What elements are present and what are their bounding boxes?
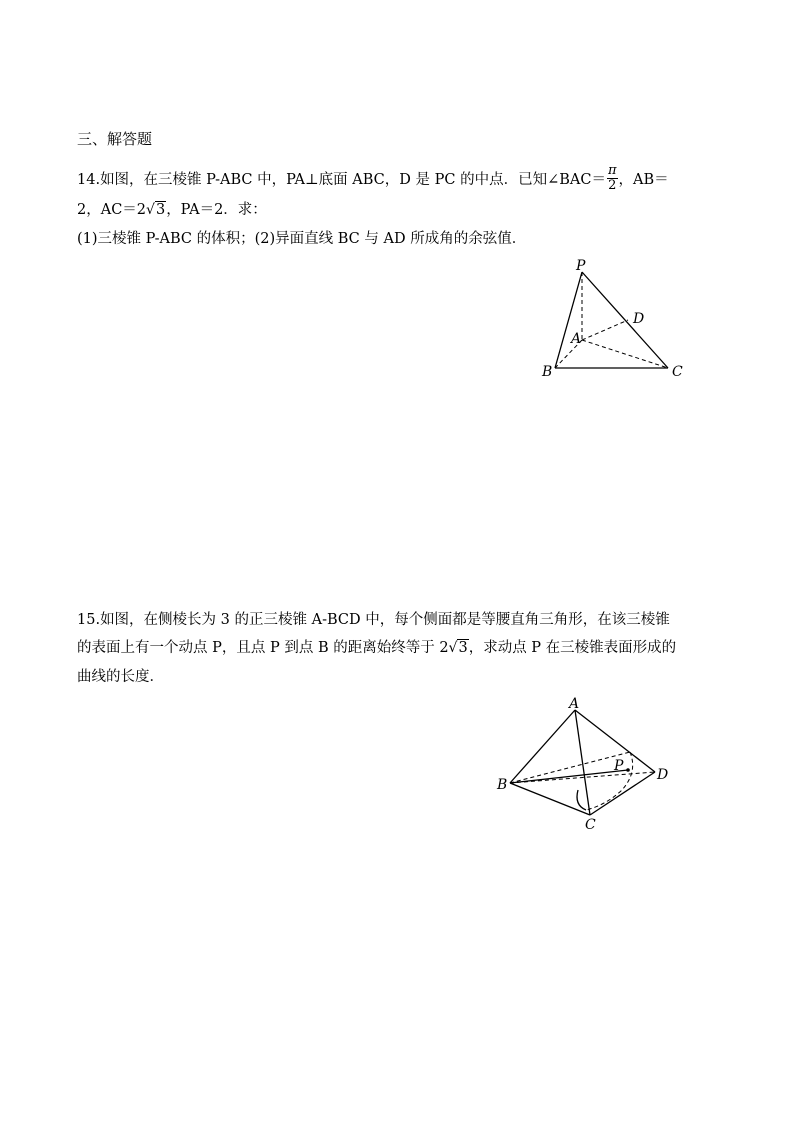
- q15-tetrahedron-figure: [490, 690, 710, 835]
- q14-fraction: [607, 164, 618, 192]
- label-B: B: [497, 777, 508, 793]
- q14-sqrt-radicand: 3: [155, 202, 166, 218]
- section-title: 三、解答题: [77, 130, 153, 148]
- point-P-dot: [626, 768, 630, 772]
- q15-line-2-text: 的表面上有一个动点 P，且点 P 到点 B 的距离始终等于 2: [77, 640, 449, 656]
- arc-hidden: [586, 752, 633, 810]
- q14-number: 14.: [77, 172, 101, 189]
- label-B: B: [542, 364, 553, 380]
- edge-BC: [510, 783, 590, 815]
- edge-PB: [555, 272, 582, 368]
- segment-B-to-AD-hidden: [510, 752, 630, 783]
- label-C: C: [672, 364, 683, 380]
- q14-line-2-text: 2，AC＝2: [77, 202, 147, 218]
- arc-on-face-ABC: [577, 790, 586, 810]
- q15-line-1: [77, 613, 670, 628]
- label-P: P: [614, 758, 624, 774]
- q14-line-1-tail: ，AB＝: [618, 172, 669, 189]
- q14-sqrt: [146, 203, 166, 218]
- q15-line-2: [77, 641, 676, 656]
- q15-sqrt-radicand: 3: [458, 640, 468, 656]
- q14-line-2: [77, 203, 267, 218]
- edge-AB: [510, 710, 575, 783]
- q15-line-3: 曲线的长度．: [77, 669, 164, 685]
- q15-number: 15.: [77, 612, 101, 628]
- q15-line-1-text: 如图，在侧棱长为 3 的正三棱锥 A-BCD 中，每个侧面都是等腰直角三角形，在该三棱锥: [100, 612, 670, 628]
- radical-icon: √: [448, 640, 458, 656]
- segment-AD-hidden: [582, 320, 628, 340]
- label-D: D: [657, 767, 669, 783]
- q14-line-1: [77, 163, 669, 194]
- radical-icon: √: [146, 202, 155, 218]
- label-C: C: [585, 817, 596, 833]
- q14-line-2-tail: ，PA＝2．求：: [166, 202, 267, 218]
- q15-line-2-tail: ，求动点 P 在三棱锥表面形成的: [468, 640, 677, 656]
- label-P: P: [576, 258, 586, 274]
- q14-fraction-denominator: 2: [608, 177, 617, 193]
- edge-CD: [590, 772, 655, 815]
- q14-fraction-numerator: π: [607, 163, 617, 178]
- segment-BP: [510, 770, 628, 783]
- q14-line-1-text: 如图，在三棱锥 P-ABC 中，PA⊥底面 ABC，D 是 PC 的中点．已知∠BAC＝: [100, 172, 606, 189]
- q14-tetrahedron-figure: [530, 255, 700, 385]
- q14-line-3: (1)三棱锥 P-ABC 的体积；(2)异面直线 BC 与 AD 所成角的余弦值．: [77, 231, 527, 247]
- q15-sqrt: [449, 641, 469, 656]
- label-D: D: [633, 311, 645, 327]
- label-A: A: [571, 331, 582, 347]
- label-A: A: [569, 696, 580, 712]
